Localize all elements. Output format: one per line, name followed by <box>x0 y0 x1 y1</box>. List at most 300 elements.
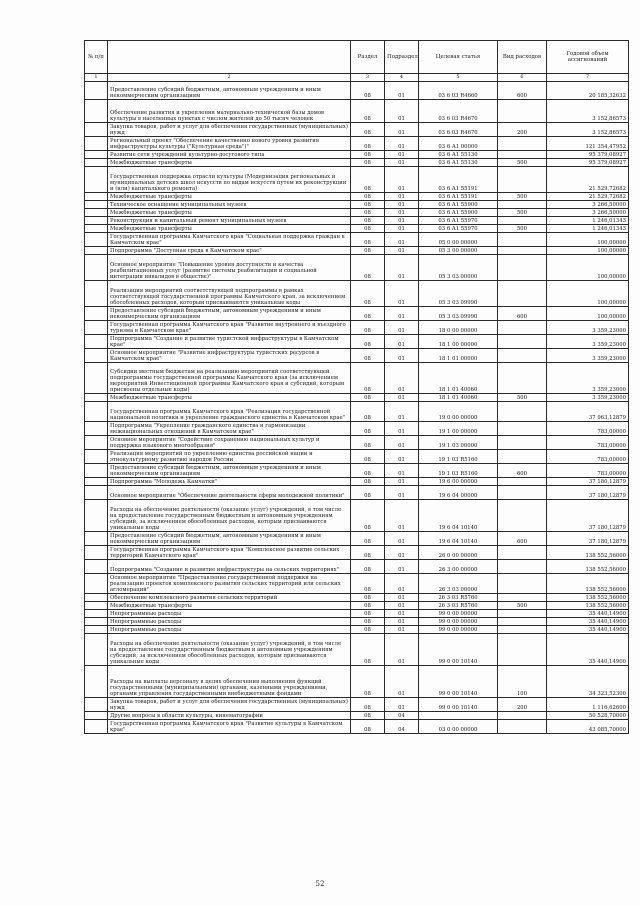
num-cell <box>85 478 108 486</box>
name-cell: Подпрограмма "Молодежь Камчатки" <box>108 478 351 486</box>
name-cell: Предоставление субсидий бюджетным, автономным учреждениям и иным некоммерческим организациям <box>108 464 351 478</box>
target-cell: 03 6 A1 55970 <box>419 225 498 233</box>
exptype-cell <box>498 402 547 422</box>
exptype-cell <box>498 349 547 363</box>
subsection-cell: 01 <box>385 698 419 712</box>
name-cell: Основное мероприятие "Обеспечение деятельности сферы молодежной политики" <box>108 486 351 500</box>
section-cell: 08 <box>351 217 385 225</box>
target-cell: 18 1 01 40060 <box>419 394 498 402</box>
subsection-cell: 01 <box>385 217 419 225</box>
name-cell: Основное мероприятие "Развитие инфраструктуры туристских ресурсов в Камчатском крае" <box>108 349 351 363</box>
amount-cell: 3 152,86573 <box>547 123 629 137</box>
name-cell: Государственная программа Камчатского края "Реализация государственной национальной политики и укрепление гражданского единства в Камчатском крае" <box>108 402 351 422</box>
header-name <box>108 41 351 74</box>
section-cell: 08 <box>351 574 385 594</box>
header-subsection: Подраздел <box>385 41 419 74</box>
num-cell <box>85 698 108 712</box>
name-cell: Государственная программа Камчатского края "Комплексное развитие сельских территорий Камчатского края" <box>108 546 351 560</box>
exptype-cell: 600 <box>498 82 547 100</box>
name-cell: Основное мероприятие "Содействие сохранению национальных культур и поддержка языкового многообразия" <box>108 436 351 450</box>
table-row <box>85 349 629 363</box>
amount-cell: 100,00000 <box>547 281 629 307</box>
num-cell <box>85 560 108 574</box>
amount-cell: 37 963,12879 <box>547 402 629 422</box>
amount-cell: 100,00000 <box>547 233 629 247</box>
name-cell: Техническое оснащение муниципальных музеев <box>108 201 351 209</box>
section-cell: 08 <box>351 698 385 712</box>
num-cell <box>85 255 108 281</box>
section-cell: 08 <box>351 500 385 532</box>
subsection-cell: 01 <box>385 394 419 402</box>
table-row <box>85 167 629 193</box>
subsection-cell: 01 <box>385 610 419 618</box>
num-cell <box>85 532 108 546</box>
target-cell: 19 1 03 R5160 <box>419 450 498 464</box>
col-index: 2 <box>108 74 351 82</box>
exptype-cell: 600 <box>498 532 547 546</box>
amount-cell: 3 359,23000 <box>547 349 629 363</box>
exptype-cell <box>498 167 547 193</box>
name-cell: Реализация мероприятий по укреплению единства российской нации и этнокультурному развитию народов России <box>108 450 351 464</box>
table-row <box>85 422 629 436</box>
exptype-cell <box>498 137 547 151</box>
num-cell <box>85 720 108 734</box>
name-cell: Государственная программа Камчатского края "Развитие культуры в Камчатском крае" <box>108 720 351 734</box>
amount-cell: 783,00000 <box>547 422 629 436</box>
subsection-cell: 01 <box>385 82 419 100</box>
table-row <box>85 82 629 100</box>
target-cell: 26 3 00 00000 <box>419 560 498 574</box>
target-cell: 03 6 A1 55900 <box>419 201 498 209</box>
table-row <box>85 137 629 151</box>
section-cell: 08 <box>351 82 385 100</box>
subsection-cell: 01 <box>385 436 419 450</box>
subsection-cell: 01 <box>385 500 419 532</box>
num-cell <box>85 618 108 626</box>
subsection-cell: 01 <box>385 159 419 167</box>
amount-cell: 783,00000 <box>547 436 629 450</box>
table-row <box>85 193 629 201</box>
amount-cell: 1 246,01343 <box>547 225 629 233</box>
num-cell <box>85 225 108 233</box>
num-cell <box>85 247 108 255</box>
table-row <box>85 363 629 394</box>
target-cell: 99 0 00 00000 <box>419 618 498 626</box>
section-cell: 08 <box>351 422 385 436</box>
subsection-cell: 01 <box>385 602 419 610</box>
target-cell: 03 6 A1 55900 <box>419 209 498 217</box>
exptype-cell: 600 <box>498 307 547 321</box>
section-cell: 08 <box>351 720 385 734</box>
target-cell: 19 6 00 00000 <box>419 478 498 486</box>
header-section: Раздел <box>351 41 385 74</box>
num-cell <box>85 436 108 450</box>
subsection-cell: 01 <box>385 255 419 281</box>
subsection-cell: 01 <box>385 450 419 464</box>
section-cell: 08 <box>351 712 385 720</box>
amount-cell: 3 266,50000 <box>547 209 629 217</box>
name-cell: Закупка товаров, работ и услуг для обеспечения государственных (муниципальных) нужд <box>108 123 351 137</box>
exptype-cell <box>498 478 547 486</box>
exptype-cell <box>498 363 547 394</box>
exptype-cell: 600 <box>498 464 547 478</box>
amount-cell: 37 180,12879 <box>547 500 629 532</box>
num-cell <box>85 151 108 159</box>
table-row <box>85 307 629 321</box>
amount-cell: 783,00000 <box>547 450 629 464</box>
target-cell: 03 6 03 R4670 <box>419 100 498 123</box>
target-cell: 03 6 A1 55130 <box>419 151 498 159</box>
section-cell: 08 <box>351 307 385 321</box>
num-cell <box>85 167 108 193</box>
name-cell: Подпрограмма "Укрепление гражданского единства и гармонизации межнациональных отношений в Камчатском крае" <box>108 422 351 436</box>
name-cell: Региональный проект "Обеспечение качественно нового уровня развития инфраструктуры культуры ("Культурная среда")" <box>108 137 351 151</box>
section-cell: 08 <box>351 594 385 602</box>
name-cell: Подпрограмма "Создание и развитие инфраструктуры на сельских территориях" <box>108 560 351 574</box>
target-cell: 18 1 00 00000 <box>419 335 498 349</box>
section-cell: 08 <box>351 560 385 574</box>
amount-cell: 1 116,62600 <box>547 698 629 712</box>
subsection-cell: 01 <box>385 281 419 307</box>
subsection-cell: 01 <box>385 422 419 436</box>
num-cell <box>85 233 108 247</box>
exptype-cell <box>498 450 547 464</box>
num-cell <box>85 634 108 666</box>
table-row <box>85 450 629 464</box>
amount-cell: 100,00000 <box>547 307 629 321</box>
amount-cell: 35 440,14900 <box>547 618 629 626</box>
table-row <box>85 464 629 478</box>
num-cell <box>85 281 108 307</box>
table-row <box>85 666 629 698</box>
num-cell <box>85 100 108 123</box>
amount-cell: 3 152,86573 <box>547 100 629 123</box>
budget-table <box>84 40 629 734</box>
section-cell: 08 <box>351 634 385 666</box>
amount-cell: 21 529,72682 <box>547 167 629 193</box>
subsection-cell: 01 <box>385 532 419 546</box>
table-row <box>85 255 629 281</box>
amount-cell: 43 085,70000 <box>547 720 629 734</box>
amount-cell: 138 552,56000 <box>547 546 629 560</box>
section-cell: 08 <box>351 532 385 546</box>
num-cell <box>85 137 108 151</box>
subsection-cell: 01 <box>385 335 419 349</box>
subsection-cell: 01 <box>385 546 419 560</box>
table-row <box>85 720 629 734</box>
header-target: Целевая статья <box>419 41 498 74</box>
num-cell <box>85 82 108 100</box>
num-cell <box>85 307 108 321</box>
amount-cell: 37 180,12879 <box>547 532 629 546</box>
target-cell: 05 3 00 00000 <box>419 247 498 255</box>
section-cell: 08 <box>351 402 385 422</box>
header-num: № п/п <box>85 41 108 74</box>
exptype-cell <box>498 634 547 666</box>
name-cell: Подпрограмма "Создание и развитие туристской инфраструктуры в Камчатском крае" <box>108 335 351 349</box>
name-cell: Межбюджетные трансферты <box>108 225 351 233</box>
amount-cell: 3 359,23000 <box>547 321 629 335</box>
table-row <box>85 151 629 159</box>
table-row <box>85 233 629 247</box>
name-cell: Государственная поддержка отрасли культуры (Модернизация региональных и муниципальных детских школ искусств по видам искусств путем их реконструкции и (или) капитального ремонта) <box>108 167 351 193</box>
table-row <box>85 217 629 225</box>
col-index: 4 <box>385 74 419 82</box>
name-cell: Непрограммные расходы <box>108 626 351 634</box>
target-cell: 05 3 03 00000 <box>419 255 498 281</box>
target-cell: 19 0 00 00000 <box>419 402 498 422</box>
section-cell: 08 <box>351 321 385 335</box>
table-row <box>85 201 629 209</box>
name-cell: Предоставление субсидий бюджетным, автономным учреждениям и иным некоммерческим организациям <box>108 532 351 546</box>
name-cell: Межбюджетные трансферты <box>108 394 351 402</box>
name-cell: Государственная программа Камчатского края "Социальная поддержка граждан в Камчатском крае" <box>108 233 351 247</box>
amount-cell: 21 529,72682 <box>547 193 629 201</box>
col-index: 6 <box>498 74 547 82</box>
amount-cell: 100,00000 <box>547 247 629 255</box>
table-row <box>85 602 629 610</box>
target-cell: 19 1 03 R5160 <box>419 464 498 478</box>
table-row <box>85 321 629 335</box>
name-cell: Другие вопросы в области культуры, кинематографии <box>108 712 351 720</box>
target-cell: 18 1 01 00000 <box>419 349 498 363</box>
amount-cell: 138 552,56000 <box>547 574 629 594</box>
table-row <box>85 594 629 602</box>
subsection-cell: 01 <box>385 574 419 594</box>
section-cell: 08 <box>351 247 385 255</box>
amount-cell: 100,00000 <box>547 255 629 281</box>
name-cell: Обеспечение комплексного развития сельских территорий <box>108 594 351 602</box>
subsection-cell: 01 <box>385 151 419 159</box>
amount-cell: 138 552,56000 <box>547 594 629 602</box>
target-cell: 26 3 03 00000 <box>419 574 498 594</box>
exptype-cell <box>498 422 547 436</box>
section-cell: 08 <box>351 602 385 610</box>
section-cell: 08 <box>351 349 385 363</box>
amount-cell: 783,00000 <box>547 464 629 478</box>
table-row <box>85 500 629 532</box>
num-cell <box>85 159 108 167</box>
section-cell: 08 <box>351 167 385 193</box>
table-row <box>85 618 629 626</box>
table-row <box>85 574 629 594</box>
exptype-cell <box>498 233 547 247</box>
col-index: 7 <box>547 74 629 82</box>
name-cell: Предоставление субсидий бюджетным, автономным учреждениям и иным некоммерческим организациям <box>108 307 351 321</box>
target-cell: 03 6 A1 00000 <box>419 137 498 151</box>
exptype-cell <box>498 500 547 532</box>
table-row <box>85 209 629 217</box>
num-cell <box>85 602 108 610</box>
amount-cell: 20 185,32632 <box>547 82 629 100</box>
section-cell: 08 <box>351 464 385 478</box>
exptype-cell <box>498 100 547 123</box>
target-cell: 26 0 00 00000 <box>419 546 498 560</box>
table-row <box>85 123 629 137</box>
table-row <box>85 560 629 574</box>
num-cell <box>85 349 108 363</box>
exptype-cell <box>498 574 547 594</box>
name-cell: Подпрограмма "Доступная среда в Камчатском крае" <box>108 247 351 255</box>
exptype-cell <box>498 151 547 159</box>
section-cell: 08 <box>351 436 385 450</box>
target-cell: 05 3 03 09990 <box>419 281 498 307</box>
exptype-cell <box>498 712 547 720</box>
amount-cell: 95 379,08927 <box>547 159 629 167</box>
exptype-cell <box>498 626 547 634</box>
target-cell: 99 0 00 00000 <box>419 626 498 634</box>
section-cell: 08 <box>351 618 385 626</box>
section-cell: 08 <box>351 486 385 500</box>
subsection-cell: 01 <box>385 233 419 247</box>
target-cell: 03 6 A1 55191 <box>419 167 498 193</box>
section-cell: 08 <box>351 201 385 209</box>
amount-cell: 1 246,01343 <box>547 217 629 225</box>
subsection-cell: 01 <box>385 363 419 394</box>
name-cell: Государственная программа Камчатского края "Развитие внутреннего и въездного туризма в Камчатском крае" <box>108 321 351 335</box>
table-row <box>85 100 629 123</box>
exptype-cell <box>498 201 547 209</box>
target-cell: 26 3 03 R5760 <box>419 602 498 610</box>
exptype-cell <box>498 217 547 225</box>
name-cell: Реконструкция и капитальный ремонт муниципальных музеев <box>108 217 351 225</box>
exptype-cell: 500 <box>498 159 547 167</box>
num-cell <box>85 666 108 698</box>
subsection-cell: 01 <box>385 618 419 626</box>
exptype-cell: 500 <box>498 209 547 217</box>
exptype-cell: 500 <box>498 602 547 610</box>
table-row <box>85 394 629 402</box>
name-cell: Реализация мероприятий соответствующей подпрограммы в рамках соответствующей государственной программы Камчатского края, за исключением обособленных расходов, которым присваиваются уникальные коды <box>108 281 351 307</box>
name-cell: Непрограммные расходы <box>108 618 351 626</box>
exptype-cell <box>498 594 547 602</box>
target-cell: 26 3 03 R5760 <box>419 594 498 602</box>
section-cell: 08 <box>351 610 385 618</box>
target-cell: 03 6 03 R4670 <box>419 123 498 137</box>
name-cell: Предоставление субсидий бюджетным, автономным учреждениям и иным некоммерческим организациям <box>108 82 351 100</box>
header-exptype: Вид расходов <box>498 41 547 74</box>
section-cell: 08 <box>351 209 385 217</box>
section-cell: 08 <box>351 159 385 167</box>
section-cell: 08 <box>351 666 385 698</box>
section-cell: 08 <box>351 100 385 123</box>
target-cell: 19 6 04 00000 <box>419 486 498 500</box>
exptype-cell: 200 <box>498 123 547 137</box>
num-cell <box>85 335 108 349</box>
amount-cell: 121 354,47952 <box>547 137 629 151</box>
target-cell: 03 6 A1 55970 <box>419 217 498 225</box>
exptype-cell <box>498 560 547 574</box>
subsection-cell: 01 <box>385 486 419 500</box>
table-row <box>85 247 629 255</box>
section-cell: 08 <box>351 478 385 486</box>
subsection-cell: 01 <box>385 100 419 123</box>
section-cell: 08 <box>351 151 385 159</box>
header-amount: Годовой объем ассигнований <box>547 41 629 74</box>
amount-cell: 3 359,23000 <box>547 394 629 402</box>
subsection-cell: 01 <box>385 634 419 666</box>
exptype-cell: 500 <box>498 193 547 201</box>
num-cell <box>85 123 108 137</box>
section-cell: 08 <box>351 137 385 151</box>
exptype-cell <box>498 720 547 734</box>
table-row <box>85 486 629 500</box>
exptype-cell <box>498 618 547 626</box>
subsection-cell: 04 <box>385 712 419 720</box>
exptype-cell <box>498 335 547 349</box>
subsection-cell: 01 <box>385 201 419 209</box>
num-cell <box>85 217 108 225</box>
subsection-cell: 01 <box>385 560 419 574</box>
exptype-cell <box>498 247 547 255</box>
name-cell: Межбюджетные трансферты <box>108 193 351 201</box>
num-cell <box>85 464 108 478</box>
amount-cell: 37 180,12879 <box>547 486 629 500</box>
name-cell: Расходы на выплаты персоналу в целях обеспечения выполнения функций государственными (муниципальными) органами, казенными учреждениями, органами управления государственными внебюджетными фондами <box>108 666 351 698</box>
exptype-cell <box>498 486 547 500</box>
table-row <box>85 402 629 422</box>
table-row <box>85 478 629 486</box>
table-row <box>85 225 629 233</box>
amount-cell: 3 266,50000 <box>547 201 629 209</box>
subsection-cell: 01 <box>385 167 419 193</box>
section-cell: 08 <box>351 193 385 201</box>
col-index: 1 <box>85 74 108 82</box>
num-cell <box>85 486 108 500</box>
exptype-cell <box>498 281 547 307</box>
section-cell: 08 <box>351 363 385 394</box>
subsection-cell: 01 <box>385 464 419 478</box>
num-cell <box>85 594 108 602</box>
exptype-cell: 100 <box>498 666 547 698</box>
subsection-cell: 01 <box>385 626 419 634</box>
num-cell <box>85 363 108 394</box>
amount-cell: 37 180,12879 <box>547 478 629 486</box>
subsection-cell: 01 <box>385 209 419 217</box>
num-cell <box>85 201 108 209</box>
exptype-cell <box>498 546 547 560</box>
section-cell: 08 <box>351 626 385 634</box>
amount-cell: 138 552,56000 <box>547 560 629 574</box>
section-cell: 08 <box>351 255 385 281</box>
amount-cell: 35 440,14900 <box>547 626 629 634</box>
exptype-cell <box>498 255 547 281</box>
subsection-cell: 01 <box>385 225 419 233</box>
target-cell: 19 1 03 00000 <box>419 436 498 450</box>
header-row <box>85 41 629 74</box>
amount-cell: 138 552,56000 <box>547 602 629 610</box>
section-cell: 08 <box>351 394 385 402</box>
target-cell: 19 6 04 10140 <box>419 532 498 546</box>
subsection-cell: 01 <box>385 478 419 486</box>
section-cell: 08 <box>351 233 385 247</box>
name-cell: Основное мероприятие "Повышение уровня доступности и качества реабилитационных услуг (развитие системы реабилитации и социальной интеграции инвалидов в обществе)" <box>108 255 351 281</box>
col-index: 5 <box>419 74 498 82</box>
table-row <box>85 281 629 307</box>
num-cell <box>85 574 108 594</box>
amount-cell: 35 440,14900 <box>547 634 629 666</box>
table-row <box>85 712 629 720</box>
table-row <box>85 436 629 450</box>
exptype-cell: 500 <box>498 394 547 402</box>
amount-cell: 34 323,52300 <box>547 666 629 698</box>
column-index-row <box>85 74 629 82</box>
target-cell: 03 6 03 R4660 <box>419 82 498 100</box>
target-cell: 99 0 00 10140 <box>419 698 498 712</box>
exptype-cell <box>498 436 547 450</box>
amount-cell: 35 440,14900 <box>547 610 629 618</box>
target-cell <box>419 712 498 720</box>
